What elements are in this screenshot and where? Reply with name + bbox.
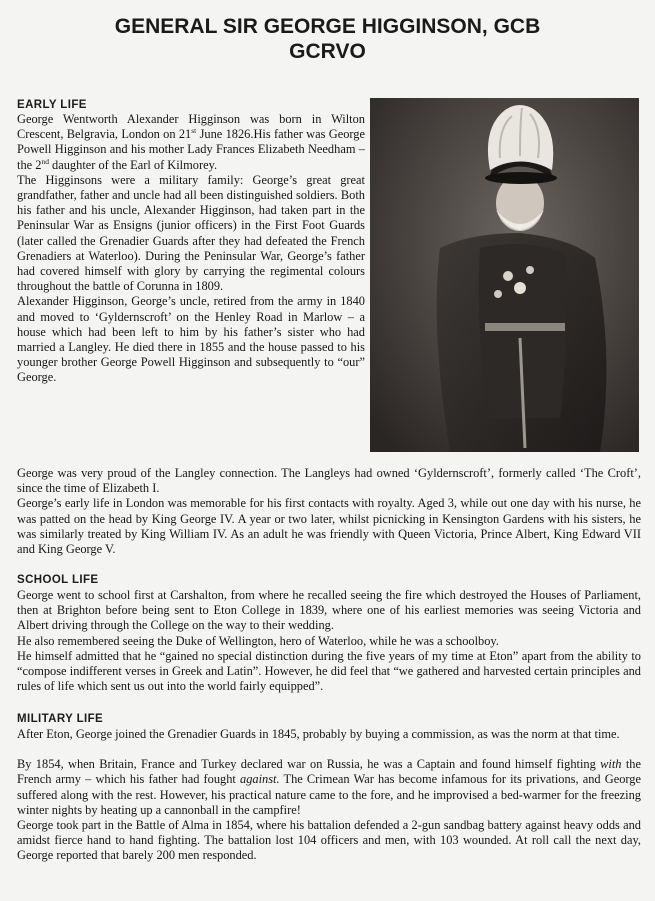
school-life-text [17,588,641,694]
military-life-paragraph-3: George took part in the Battle of Alma in 1854, where his battalion defended a 2-gun sandbag battery against heavy odds and amidst fierce hand to hand fighting. The battalion lost 104 officers and men, with 103 wounded. At roll call the next day, George reported that barely 200 men responded. [17,818,641,863]
military-life-text [17,727,641,864]
document-title [0,14,655,64]
school-life-heading: SCHOOL LIFE [17,574,99,586]
military-life-heading: MILITARY LIFE [17,713,104,725]
early-life-paragraph-2: The Higginsons were a military family: George’s great great grandfather, father and uncle had all been distinguished soldiers. Both his father and his uncle, Alexander Higginson, had taken part in the Peninsular War as Ensigns (junior officers) in the First Foot Guards (later called the Grenadier Guards after they had defeated the French Grenadiers at Waterloo). During the Peninsular War, George’s father had covered himself with glory by carrying the regimental colours throughout the battle of Corunna in 1809. [17,172,365,294]
title-line-2: GCRVO [289,40,366,63]
early-life-paragraph-5: George’s early life in London was memorable for his first contacts with royalty. Aged 3, while out one day with his nurse, he was patted on the head by King George IV. A year or two later, whilst picnicking in Kensington Gardens with his sisters, he was similarly treated by King William IV. As an adult he was friendly with Queen Victoria, Prince Albert, King Edward VII and King George V. [17,496,641,557]
early-life-continued [17,466,641,557]
military-life-paragraph-1: After Eton, George joined the Grenadier Guards in 1845, probably by buying a commission, as was the norm at that time. [17,727,620,741]
portrait-image [370,98,639,452]
school-life-paragraph-1: George went to school first at Carshalton, from where he recalled seeing the fire which destroyed the Houses of Parliament, then at Brighton before being sent to Eton College in 1839, where one of his earliest memories was seeing Victoria and Albert driving through the College on the way to their wedding. [17,588,641,633]
early-life-text-column [17,112,365,386]
school-life-paragraph-2: He also remembered seeing the Duke of Wellington, hero of Waterloo, while he was a schoolboy. [17,633,499,648]
early-life-paragraph-1: George Wentworth Alexander Higginson was born in Wilton Crescent, Belgravia, London on 21st June 1826.His father was George Powell Higginson and his mother Lady Frances Elizabeth Needham – the 2nd daughter of the Earl of Kilmorey. [17,112,365,172]
school-life-paragraph-3: He himself admitted that he “gained no special distinction during the five years of my time at Eton” apart from the ability to “compose indifferent verses in Greek and Latin”. However, he did feel that “we gathered and harvested certain principles and rules of life which sent us out into the world fairly equipped”. [17,648,641,694]
portrait-photograph [370,98,639,452]
title-line-1: GENERAL SIR GEORGE HIGGINSON, GCB [114,15,541,38]
early-life-paragraph-4: George was very proud of the Langley connection. The Langleys had owned ‘Gyldernscroft’, formerly called ‘The Croft’, since the time of Elizabeth I. [17,466,641,496]
early-life-paragraph-3: Alexander Higginson, George’s uncle, retired from the army in 1840 and moved to ‘Gyldernscroft’ on the Henley Road in Marlow – a house which had been left to him by his father’s sister who had married a Langley. He died there in 1855 and the house passed to his younger brother George Powell Higginson and subsequently to “our” George. [17,294,365,385]
early-life-heading: EARLY LIFE [17,99,87,111]
military-life-paragraph-2: By 1854, when Britain, France and Turkey declared war on Russia, he was a Captain and found himself fighting with the French army – which his father had fought against. The Crimean War has become infamous for its privations, and George suffered along with the rest. However, his practical nature came to the fore, and he improvised a bed-warmer for the freezing winter nights by heating up a cannonball in the campfire! [17,757,641,817]
